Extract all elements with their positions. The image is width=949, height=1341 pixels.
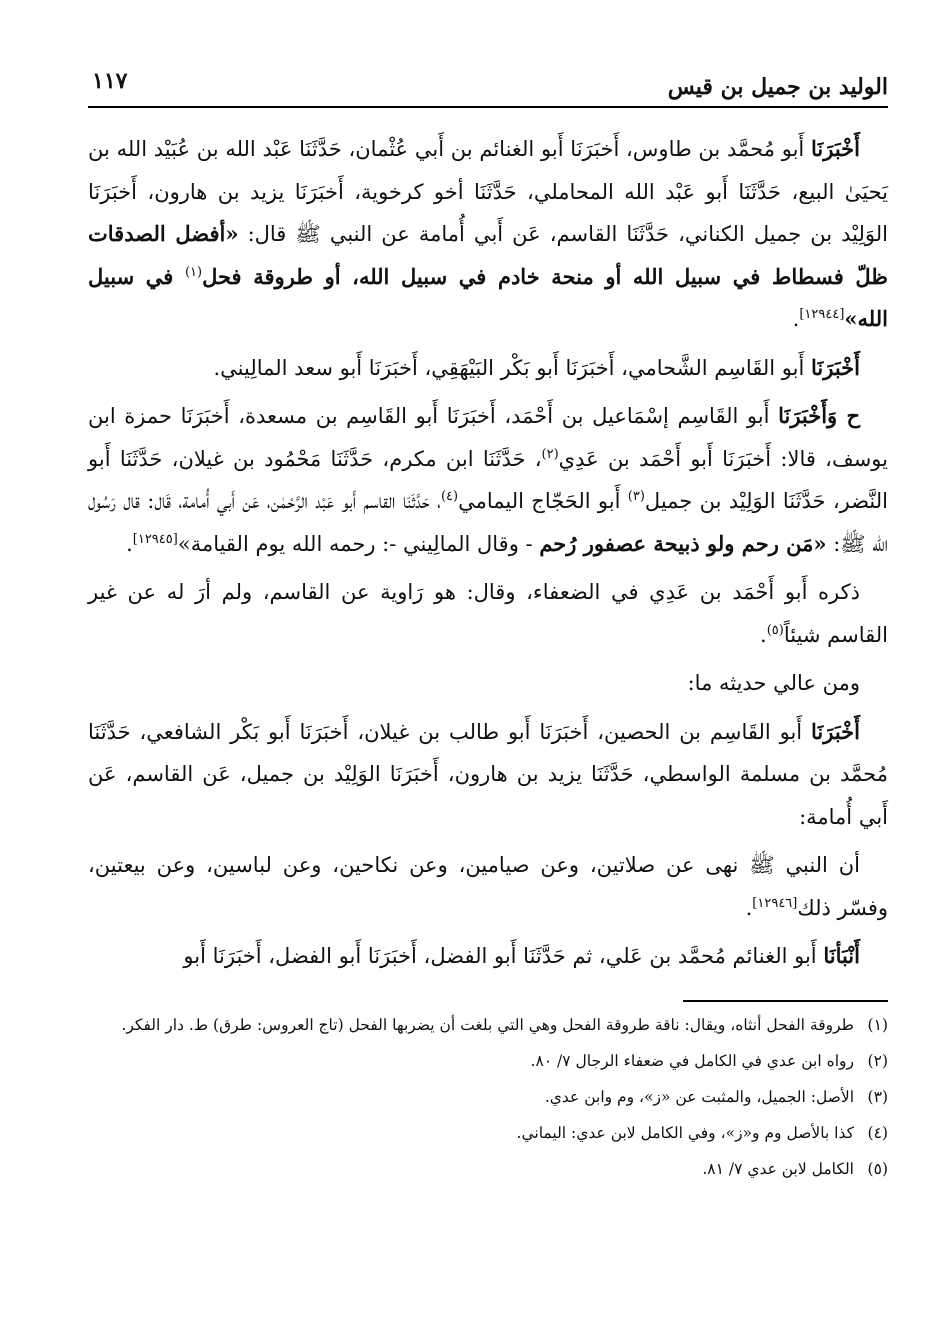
isnad-lead: أَخْبَرَنَا <box>811 354 860 380</box>
isnad-lead: أَخْبَرَنَا <box>811 136 860 161</box>
paragraph-text: ، حَدَّثَنَا القاسم أَبو عَبْد الرَّحْمٰن، عَن أَبي أُمامة، قَال: قال رَسُول الله ﷺ: <box>88 489 888 556</box>
paragraph-text: أَبو القَاسِم إسْمَاعيل بن أَحْمَد، أَخبَرَنَا أَبو القَاسِم بن مسعدة، أَخبَرَنَا حمزة ابن يوسف، قالا: أَخبَرَنَا أَبو أَحْمَد بن عَدِي <box>88 404 888 471</box>
footnote-number: (٤) <box>867 1123 888 1142</box>
footnote-number: (٥) <box>867 1159 888 1178</box>
paragraph-tail: . <box>745 895 753 920</box>
isnad-lead: ح وَأَخْبَرَنَا <box>778 403 861 428</box>
paragraph-5 <box>88 662 888 705</box>
paragraph-6 <box>88 711 888 839</box>
isnad-lead: أَنْبَأنَا <box>823 943 860 968</box>
footnote-reference[interactable]: (٢) <box>541 446 559 462</box>
footnotes <box>88 1012 888 1182</box>
paragraph-text: - وقال المالِيني -: رحمه الله يوم القيامة» <box>177 531 540 556</box>
page-number: ١١٧ <box>92 68 128 94</box>
footnote-item <box>88 1120 888 1146</box>
footnote-item <box>88 1048 888 1074</box>
page-header <box>88 60 888 108</box>
running-title: الوليد بن جميل بن قيس <box>667 74 888 100</box>
paragraph-text: أن النبي ﷺ نهى عن صلاتين، وعن صيامين، وعن نكاحين، وعن لباسين، وعن بيعتين، وفسّر ذلك <box>88 853 888 920</box>
paragraph-text: أَبو الحَجّاج اليمامي <box>458 489 628 513</box>
footnote-text: رواه ابن عدي في الكامل في ضعفاء الرجال ٧/ ٨٠. <box>530 1051 854 1070</box>
paragraph-2 <box>88 347 888 390</box>
hadith-number: [١٢٩٤٦] <box>752 895 798 911</box>
footnote-reference[interactable]: (٥) <box>766 622 784 638</box>
hadith-text-continued: في سبيل الله» <box>88 263 888 331</box>
footnote-number: (٢) <box>867 1051 888 1070</box>
hadith-number: [١٢٩٤٥] <box>132 531 178 547</box>
paragraph-text: أَبو القَاسِم الشَّحامي، أَخبَرَنَا أَبو بَكْر البَيْهَقِي، أَخبَرَنَا أَبو سعد المالِيني. <box>213 355 812 380</box>
footnote-text: الكامل لابن عدي ٧/ ٨١. <box>702 1159 854 1178</box>
footnote-text: الأصل: الجميل، والمثبت عن «ز»، وم وابن عدي. <box>544 1087 854 1106</box>
paragraph-4 <box>88 571 888 656</box>
paragraph-7 <box>88 844 888 929</box>
footnote-item <box>88 1012 888 1038</box>
footnote-reference[interactable]: (٣) <box>627 489 645 504</box>
footnote-item <box>88 1084 888 1110</box>
footnote-reference[interactable]: (١) <box>184 264 203 280</box>
hadith-number: [١٢٩٤٤] <box>799 307 845 322</box>
footnote-separator <box>683 1000 888 1002</box>
paragraph-text: ذكره أَبو أَحْمَد بن عَدِي في الضعفاء، وقال: هو رَاوية عن القاسم، ولم أرَ له عن غير القاسم شيئاً <box>88 580 888 647</box>
paragraph-text: أَبو الغنائم مُحمَّد بن عَلي، ثم حَدَّثَنَا أَبو الفضل، أَخبَرَنَا أَبو الفضل، أَخبَرَنَا أَبو <box>183 944 824 968</box>
paragraph-text: أَبو مُحمَّد بن طاوس، أَخبَرَنَا أَبو الغنائم بن أَبي عُثْمان، حَدَّثَنَا عَبْد الله بن عُبَيْد الله بن يَحيَىٰ البيع، حَدَّثَنَا أَبو عَبْد الله المحاملي، حَدَّثَنَا أخو كرخوية، أَخبَرَنَا يزيد بن هارون، أَخبَرَنَا الوَلِيْد بن جميل الكناني، حَدَّثَنَا القاسم، عَن أَبي أُمامة عن النبي ﷺ قال: <box>88 137 888 246</box>
book-page <box>88 60 888 1300</box>
paragraph-tail: . <box>760 622 767 647</box>
paragraph-1 <box>88 128 888 341</box>
paragraph-text: أَبو القَاسِم بن الحصين، أَخبَرَنَا أَبو طالب بن غيلان، أَخبَرَنَا أَبو بَكْر الشافعي، حَدَّثَنَا مُحمَّد بن مسلمة الواسطي، حَدَّثَنَا يزيد بن هارون، أَخبَرَنَا الوَلِيْد بن جميل، عَن القاسم، عَن أَبي أُمامة: <box>88 719 888 829</box>
footnote-text: طروقة الفحل أنثاه، ويقال: ناقة طروقة الفحل وهي التي بلغت أن يضربها الفحل (تاج العروس: طرق) ط. دار الفكر. <box>121 1015 854 1034</box>
paragraph-tail: . <box>126 531 133 556</box>
footnote-number: (١) <box>867 1015 888 1034</box>
paragraph-3 <box>88 395 888 565</box>
paragraph-text: ومن عالي حديثه ما: <box>687 671 860 695</box>
hadith-text: «أفضل الصدقات ظلّ فسطاط في سبيل الله أو منحة خادم في سبيل الله، أو طروقة فحل <box>88 221 888 289</box>
paragraph-8 <box>88 935 888 978</box>
paragraph-text: ، حَدَّثَنَا ابن مكرم، حَدَّثَنَا مَحْمُود بن غيلان، حَدَّثَنَا أَبو النَّضر، حَدَّثَنَا الوَلِيْد بن جميل <box>88 446 888 513</box>
footnote-number: (٣) <box>867 1087 888 1106</box>
footnote-item <box>88 1156 888 1182</box>
paragraph-tail: . <box>792 307 800 331</box>
hadith-text: «مَن رحم ولو ذبيحة عصفور رُحم <box>539 530 827 556</box>
isnad-lead: أَخْبَرَنَا <box>811 718 860 744</box>
main-text <box>88 128 888 978</box>
footnote-reference[interactable]: (٤) <box>440 489 459 504</box>
footnote-text: كذا بالأصل وم و«ز»، وفي الكامل لابن عدي: اليماني. <box>516 1123 854 1142</box>
